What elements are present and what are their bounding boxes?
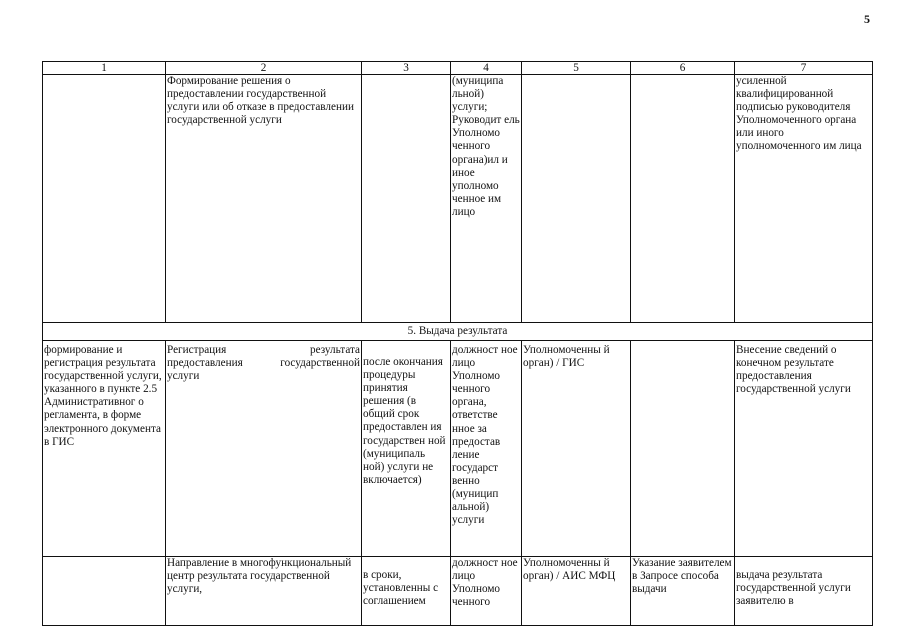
header-row [43,62,873,75]
table-cell: Указание заявителем в Запросе способа выдачи [631,557,735,626]
table-cell: Уполномоченны й орган) / АИС МФЦ [522,557,631,626]
column-header-6: 6 [631,62,735,75]
table-cell [631,75,735,323]
table-row [43,557,873,626]
table-cell [43,75,166,323]
column-header-1: 1 [43,62,166,75]
table-row [43,341,873,557]
table-row [43,75,873,323]
cell-line: услуги [167,370,200,383]
column-header-2: 2 [166,62,362,75]
table-cell: выдача результата государственной услуги заявителю в [735,557,873,626]
table-cell: после окончания процедуры принятия решения (в общий срок предоставлен ия государствен ной (муниципаль ной) услуги не включается) [362,341,451,557]
column-header-7: 7 [735,62,873,75]
table-cell: Направление в многофункциональный центр результата государственной услуги, [166,557,362,626]
table-cell: должност ное лицо Уполномо ченного органа, ответстве нное за предостав ление государст венно (муницип альной) услуги [451,341,522,557]
table-cell: формирование и регистрация результата государственной услуги, указанного в пункте 2.5 Административног о регламента, в форме электронного документа в ГИС [43,341,166,557]
table-cell: должност ное лицо Уполномо ченного [451,557,522,626]
table-cell [631,341,735,557]
regulation-table [42,61,873,626]
table-cell: Внесение сведений о конечном результате предоставления государственной услуги [735,341,873,557]
section-title: 5. Выдача результата [43,323,873,341]
cell-line: Регистрация результата [167,344,360,356]
column-header-4: 4 [451,62,522,75]
table-cell: в сроки, установленны с соглашением [362,557,451,626]
page-number: 5 [864,12,870,26]
table-cell [362,75,451,323]
table-cell [43,557,166,626]
table-cell: усиленной квалифицированной подписью руководителя Уполномоченного органа или иного уполномоченного им лица [735,75,873,323]
table-cell: Формирование решения о предоставлении государственной услуги или об отказе в предоставлении государственной услуги [166,75,362,323]
table-cell: Уполномоченны й орган) / ГИС [522,341,631,557]
cell-line: предоставления государственной [167,357,360,370]
column-header-3: 3 [362,62,451,75]
section-row [43,323,873,341]
table-cell: (муниципа льной) услуги; Руководит ель Уполномо ченного органа)ил и иное уполномо ченное им лицо [451,75,522,323]
column-header-5: 5 [522,62,631,75]
table-cell [166,341,362,557]
table-cell [522,75,631,323]
